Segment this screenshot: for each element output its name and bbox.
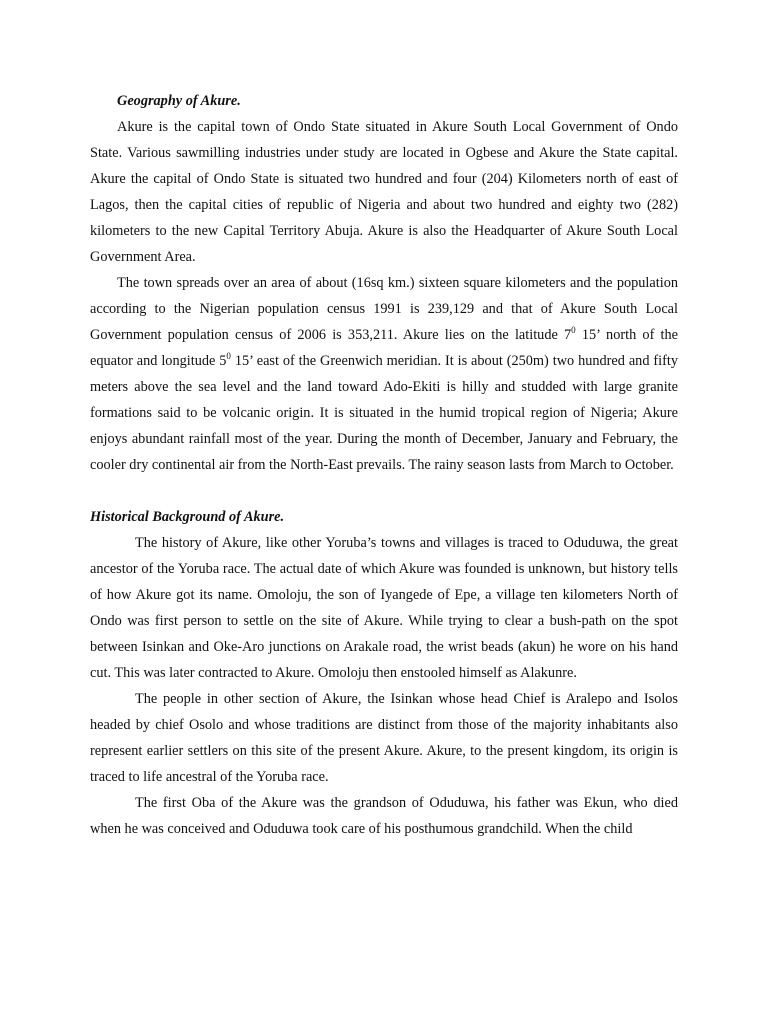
paragraph-geography-2-part1: The town spreads over an area of about (16sq km.) sixteen square kilometers and the population according to the Nigerian population census 1991 is 239,129 and that of Akure South Local Government population census of 2006 is 353,211. Akure lies on the latitude 7 bbox=[90, 275, 678, 343]
latitude-degree-sup: 0 bbox=[571, 325, 576, 336]
section-heading-geography: Geography of Akure. bbox=[117, 93, 241, 109]
paragraph-history-2: The people in other section of Akure, the Isinkan whose head Chief is Aralepo and Isolos headed by chief Osolo and whose traditions are distinct from those of the majority inhabitants also represent earlier settlers on this site of the present Akure. Akure, to the present kingdom, its origin is traced to life ancestral of the Yoruba race. bbox=[90, 691, 678, 785]
paragraph-history-3: The first Oba of the Akure was the grandson of Oduduwa, his father was Ekun, who died when he was conceived and Oduduwa took care of his posthumous grandchild. When the child bbox=[90, 795, 678, 837]
document-page bbox=[90, 88, 678, 842]
section-heading-history: Historical Background of Akure. bbox=[90, 509, 285, 525]
paragraph-geography-1: Akure is the capital town of Ondo State situated in Akure South Local Government of Ondo State. Various sawmilling industries under study are located in Ogbese and Akure the State capital. Akure the capital of Ondo State is situated two hundred and four (204) Kilometers north of east of Lagos, then the capital cities of republic of Nigeria and about two hundred and eighty two (282) kilometers to the new Capital Territory Abuja. Akure is also the Headquarter of Akure South Local Government Area. bbox=[90, 119, 678, 265]
section-spacer bbox=[90, 478, 678, 504]
paragraph-history-1: The history of Akure, like other Yoruba’s towns and villages is traced to Oduduwa, the great ancestor of the Yoruba race. The actual date of which Akure was founded is unknown, but history tells of how Akure got its name. Omoloju, the son of Iyangede of Epe, a village ten kilometers North of Ondo was first person to settle on the site of Akure. While trying to clear a bush-path on the spot between Isinkan and Oke-Aro junctions on Arakale road, the wrist beads (akun) he wore on his hand cut. This was later contracted to Akure. Omoloju then enstooled himself as Alakunre. bbox=[90, 535, 678, 681]
longitude-degree-sup: 0 bbox=[226, 351, 231, 362]
paragraph-geography-2 bbox=[90, 270, 678, 478]
paragraph-geography-2-part3: 15’ east of the Greenwich meridian. It is about (250m) two hundred and fifty meters above the sea level and the land toward Ado-Ekiti is hilly and studded with large granite formations said to be volcanic origin. It is situated in the humid tropical region of Nigeria; Akure enjoys abundant rainfall most of the year. During the month of December, January and February, the cooler dry continental air from the North-East prevails. The rainy season lasts from March to October. bbox=[90, 353, 679, 473]
paragraph-geography-2-part2: 15’ north of the equator and longitude 5 bbox=[90, 327, 678, 369]
